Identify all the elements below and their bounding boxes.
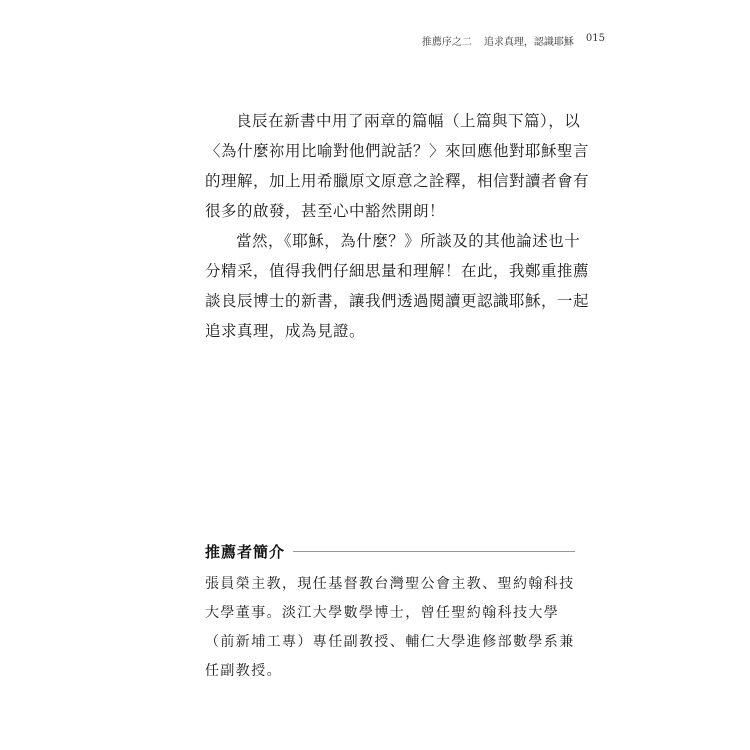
text-line: 當然，《耶穌，為什麼？》所談及的其他論述也十 [236, 232, 581, 250]
text-line: 追求真理，成為見證。 [205, 322, 366, 340]
text-line: 良辰在新書中用了兩章的篇幅（上篇與下篇），以 [236, 112, 581, 130]
intro-line: （前新埔工專）專任副教授、輔仁大學進修部數學系兼 [205, 634, 575, 650]
paragraph [205, 226, 590, 346]
text-line: 談良辰博士的新書，讓我們透過閱讀更認識耶穌，一起 [205, 292, 590, 310]
intro-heading-row [205, 538, 575, 564]
header-section: 推薦序之二 [421, 37, 472, 48]
heading-rule [293, 551, 575, 552]
body-text [205, 106, 590, 346]
intro-text [205, 570, 575, 686]
text-line: 〈為什麼祢用比喻對他們說話？〉來回應他對耶穌聖言 [205, 142, 590, 160]
running-header [400, 33, 605, 48]
text-line: 很多的啟發，甚至心中豁然開朗！ [205, 202, 446, 220]
text-line: 的理解，加上用希臘原文原意之詮釋，相信對讀者會有 [205, 172, 590, 190]
text-line: 分精采，值得我們仔細思量和理解！在此，我鄭重推薦 [205, 262, 590, 280]
intro-line: 張員榮主教，現任基督教台灣聖公會主教、聖約翰科技 [205, 576, 575, 592]
header-title: 追求真理，認識耶穌 [483, 37, 574, 48]
intro-line: 任副教授。 [205, 663, 282, 679]
page-number: 015 [585, 33, 605, 44]
intro-heading: 推薦者簡介 [205, 542, 286, 561]
paragraph [205, 106, 590, 226]
intro-line: 大學董事。淡江大學數學博士，曾任聖約翰科技大學 [205, 605, 560, 621]
recommender-intro [205, 538, 575, 686]
